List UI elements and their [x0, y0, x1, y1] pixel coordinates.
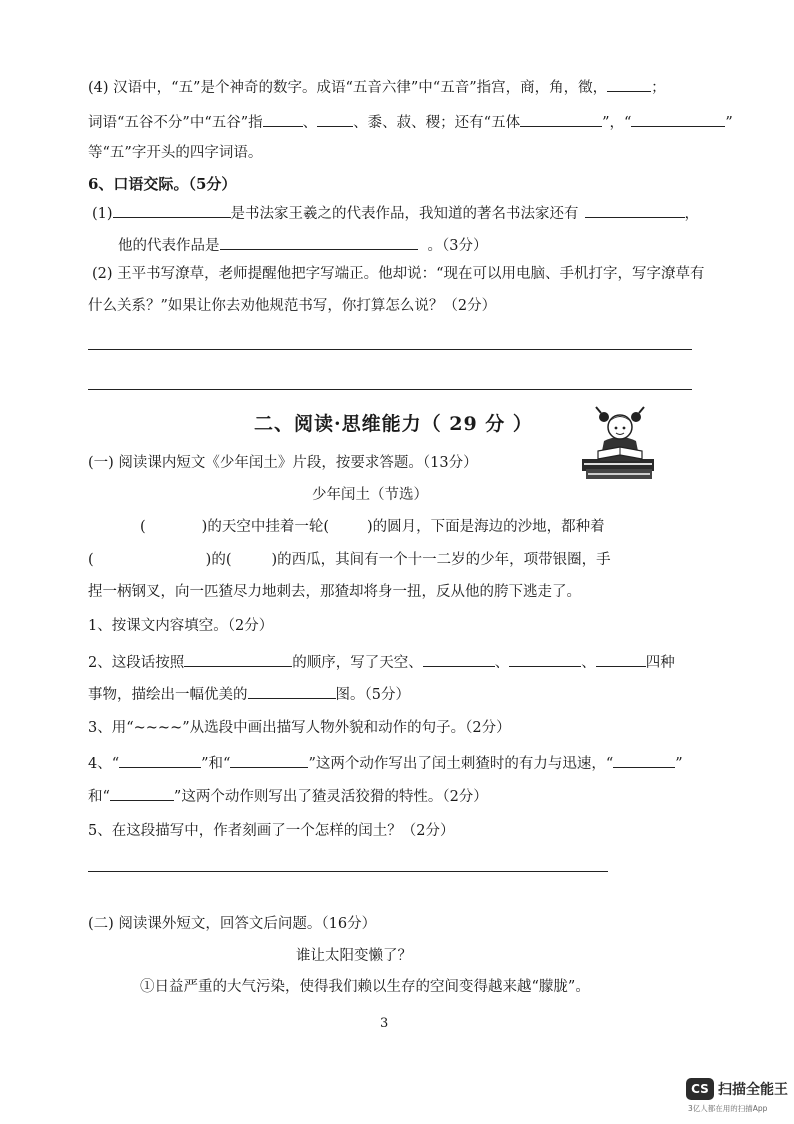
answer-blank[interactable] — [248, 684, 336, 699]
answer-blank[interactable] — [184, 652, 292, 667]
passage1-title: 少年闰土（节选） — [312, 487, 428, 503]
r1-question-3: 3、用“~~~~”从选段中画出描写人物外貌和动作的句子。（2分） — [88, 720, 511, 736]
section6-heading: 6、口语交际。（5分） — [88, 175, 237, 193]
passage1-line1: ( )的天空中挂着一轮( )的圆月，下面是海边的沙地，都种着 — [140, 519, 605, 535]
scanner-logo-icon: CS — [686, 1078, 714, 1100]
answer-blank[interactable] — [585, 203, 685, 218]
answer-blank[interactable] — [509, 652, 581, 667]
r1-question-4-line1: 4、“ ”和“ ”这两个动作写出了闰土刺猹时的有力与迅速，“ ” — [88, 753, 683, 774]
page-number: 3 — [380, 1016, 389, 1031]
r1-question-2-line1: 2、这段话按照 的顺序，写了天空、 、 、 四种 — [88, 652, 675, 673]
scanner-app-name: 扫描全能王 — [718, 1082, 788, 1098]
s6-q2-line2: 什么关系？”如果让你去劝他规范书写，你打算怎么说？（2分） — [88, 298, 497, 314]
q4-line2: 词语“五谷不分”中“五谷”指 、 、黍、菽、稷；还有“五体 ”，“ ” — [88, 112, 733, 133]
answer-blank[interactable] — [613, 753, 675, 768]
passage1-line3: 捏一柄钢叉，向一匹猹尽力地刺去，那猹却将身一扭，反从他的胯下逃走了。 — [88, 584, 581, 600]
scanner-tagline: 3亿人都在用的扫描App — [688, 1104, 768, 1113]
answer-blank[interactable] — [113, 203, 231, 218]
r1-question-4-line2: 和“ ”这两个动作则写出了猹灵活狡猾的特性。（2分） — [88, 786, 488, 807]
part2-title: 二、阅读·思维能力（ 29 分 ） — [254, 413, 533, 435]
reading2-heading: (二) 阅读课外短文，回答文后问题。（16分） — [88, 916, 377, 932]
answer-blank[interactable] — [220, 235, 418, 250]
answer-blank[interactable] — [631, 112, 725, 127]
answer-blank[interactable] — [263, 112, 303, 127]
s6-q2-line1: (2) 王平书写潦草，老师提醒他把字写端正。他却说：“现在可以用电脑、手机打字，写字潦草有 — [92, 266, 705, 282]
q4-line3: 等“五”字开头的四字词语。 — [88, 145, 263, 161]
answer-blank[interactable] — [423, 652, 495, 667]
q4-line1: (4) 汉语中，“五”是个神奇的数字。成语“五音六律”中“五音”指宫，商，角，徵， ； — [88, 77, 666, 98]
answer-blank[interactable] — [520, 112, 602, 127]
answer-blank[interactable] — [607, 77, 651, 92]
answer-blank[interactable] — [119, 753, 201, 768]
r1-question-2-line2: 事物，描绘出一幅优美的 图。（5分） — [88, 684, 410, 705]
answer-blank[interactable] — [110, 786, 174, 801]
answer-blank[interactable] — [317, 112, 353, 127]
answer-line[interactable] — [88, 349, 692, 350]
reading1-heading: (一) 阅读课内短文《少年闰土》片段，按要求答题。（13分） — [88, 455, 478, 471]
passage2-para1: ①日益严重的大气污染，使得我们赖以生存的空间变得越来越“朦胧”。 — [140, 979, 590, 995]
s6-q1-line1: (1) 是书法家王羲之的代表作品，我知道的著名书法家还有 ， — [92, 203, 699, 224]
r1-question-5: 5、在这段描写中，作者刻画了一个怎样的闰土？（2分） — [88, 823, 455, 839]
r1-question-1: 1、按课文内容填空。（2分） — [88, 618, 274, 634]
answer-line[interactable] — [88, 871, 608, 872]
answer-blank[interactable] — [596, 652, 646, 667]
answer-blank[interactable] — [230, 753, 308, 768]
passage1-line2: ( )的( )的西瓜，其间有一个十一二岁的少年，项带银圈，手 — [88, 552, 611, 568]
reading-girl-illustration — [574, 403, 666, 485]
answer-line[interactable] — [88, 389, 692, 390]
passage2-title: 谁让太阳变懒了？ — [296, 948, 412, 964]
s6-q1-line2: 他的代表作品是 。（3分） — [118, 235, 487, 256]
